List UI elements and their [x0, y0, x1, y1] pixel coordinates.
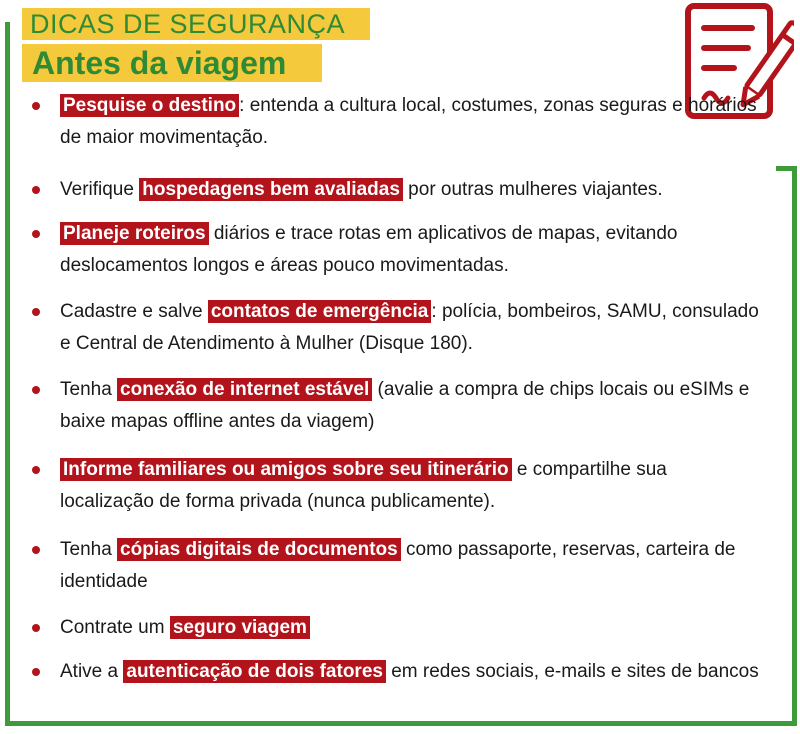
tip-text: Ative a autenticação de dois fatores em redes sociais, e-mails e sites de bancos: [60, 661, 759, 682]
tip-highlight: Planeje roteiros: [60, 222, 209, 245]
page-subtitle: Antes da viagem: [22, 44, 322, 82]
frame-border-left: [5, 22, 10, 726]
tip-text: Tenha conexão de internet estável (avalie a compra de chips locais ou eSIMs e baixe mapas offline antes da viagem): [60, 379, 750, 432]
tip-highlight: conexão de internet estável: [117, 378, 372, 401]
bullet-icon: [32, 230, 40, 238]
bullet-icon: [32, 546, 40, 554]
tip-text: Cadastre e salve contatos de emergência : polícia, bombeiros, SAMU, consulado e Central de Atendimento à Mulher (Disque 180).: [60, 301, 759, 354]
bullet-icon: [32, 386, 40, 394]
tip-highlight: seguro viagem: [170, 616, 310, 639]
tip-text: Tenha cópias digitais de documentos como passaporte, reservas, carteira de identidade: [60, 539, 736, 592]
tip-text: Contrate um seguro viagem: [60, 612, 765, 644]
frame-border-right: [792, 166, 797, 726]
tip-highlight: contatos de emergência: [208, 300, 432, 323]
bullet-icon: [32, 308, 40, 316]
bullet-icon: [32, 102, 40, 110]
tip-highlight: Pesquise o destino: [60, 94, 239, 117]
tip-text: Verifique hospedagens bem avaliadas por outras mulheres viajantes.: [60, 179, 663, 200]
tip-text: Pesquise o destino : entenda a cultura local, costumes, zonas seguras e horários de maior movimentação.: [60, 95, 757, 148]
bullet-icon: [32, 624, 40, 632]
frame-border-bottom: [5, 721, 797, 726]
bullet-icon: [32, 668, 40, 676]
bullet-icon: [32, 466, 40, 474]
tip-highlight: autenticação de dois fatores: [123, 660, 386, 683]
tip-highlight: hospedagens bem avaliadas: [139, 178, 403, 201]
tip-text: Planeje roteiros diários e trace rotas em aplicativos de mapas, evitando deslocamentos longos e áreas pouco movimentadas.: [60, 223, 678, 276]
tip-text: Informe familiares ou amigos sobre seu itinerário e compartilhe sua localização de forma privada (nunca publicamente).: [60, 459, 667, 512]
page-title: DICAS DE SEGURANÇA: [22, 8, 370, 40]
frame-border-corner: [776, 166, 797, 171]
tip-highlight: cópias digitais de documentos: [117, 538, 401, 561]
bullet-icon: [32, 186, 40, 194]
tip-highlight: Informe familiares ou amigos sobre seu itinerário: [60, 458, 512, 481]
